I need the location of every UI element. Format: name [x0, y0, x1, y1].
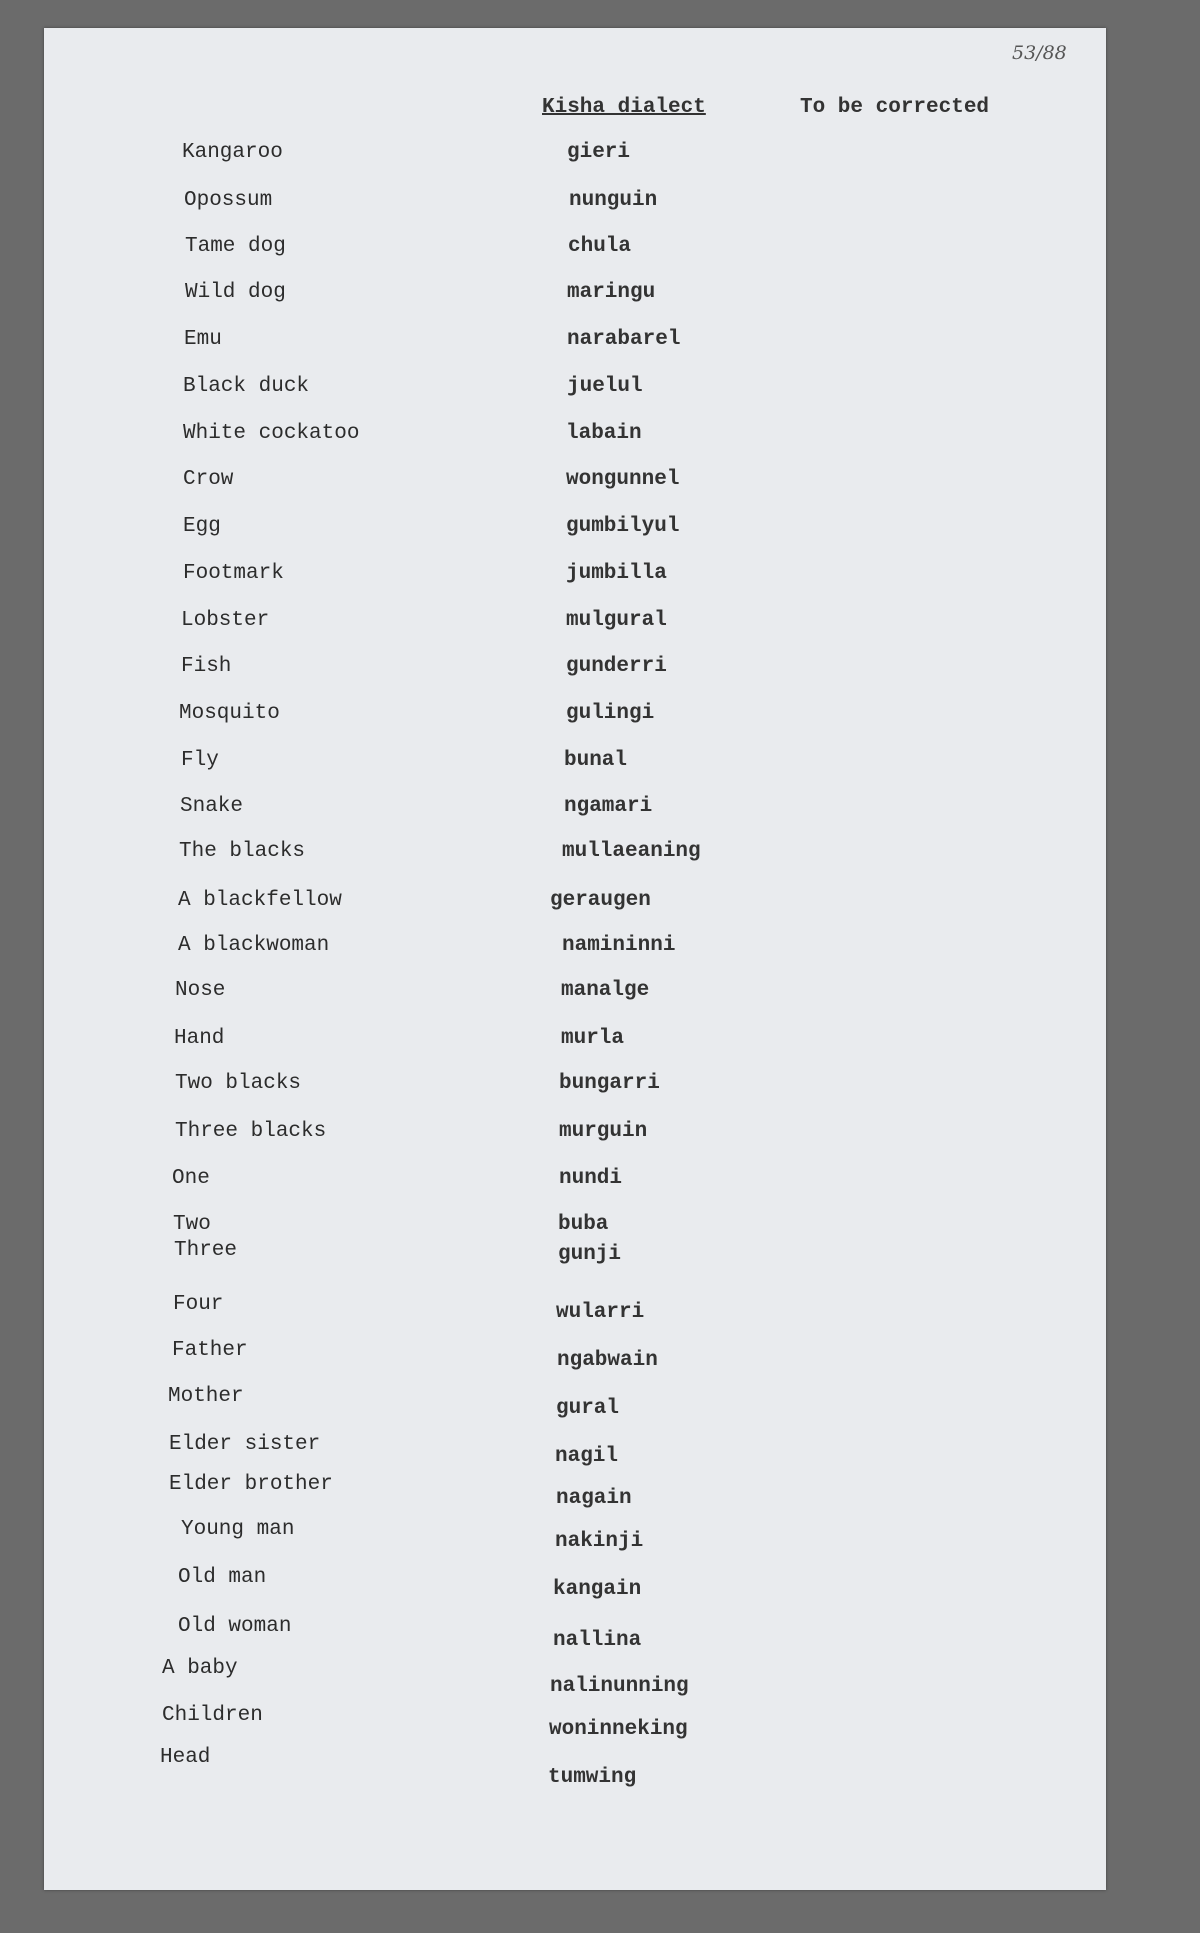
english-term: Crow [183, 468, 234, 491]
vocabulary-row [0, 1238, 1200, 1268]
vocabulary-row [0, 1565, 1200, 1601]
kisha-term: gunji [558, 1243, 622, 1266]
vocabulary-row [0, 1119, 1200, 1149]
vocabulary-row [0, 1656, 1200, 1698]
english-term: Nose [175, 979, 226, 1002]
vocabulary-row [0, 514, 1200, 544]
kisha-term: kangain [553, 1578, 642, 1601]
english-term: Two blacks [175, 1072, 302, 1095]
vocabulary-row [0, 1384, 1200, 1420]
kisha-term: wongunnel [566, 468, 680, 491]
vocabulary-row [0, 839, 1200, 869]
vocabulary-row [0, 234, 1200, 264]
english-term: Hand [174, 1027, 225, 1050]
english-term: A baby [162, 1657, 238, 1680]
kisha-term: juelul [567, 375, 643, 398]
vocabulary-row [0, 888, 1200, 918]
correction-note-heading: To be corrected [800, 96, 990, 119]
english-term: Snake [180, 795, 244, 818]
kisha-term: geraugen [550, 889, 651, 912]
english-term: Young man [181, 1518, 295, 1541]
kisha-term: gural [556, 1397, 620, 1420]
kisha-term: namininni [562, 934, 676, 957]
english-term: A blackfellow [178, 889, 342, 912]
vocabulary-row [0, 701, 1200, 731]
english-term: Elder sister [169, 1433, 321, 1456]
english-term: Old man [178, 1566, 267, 1589]
kisha-term: nakinji [555, 1530, 644, 1553]
english-term: Mother [168, 1385, 244, 1408]
english-term: Lobster [181, 609, 270, 632]
english-term: Egg [183, 515, 221, 538]
english-term: Two [173, 1213, 211, 1236]
kisha-term: narabarel [567, 328, 681, 351]
vocabulary-row [0, 1703, 1200, 1741]
english-term: Emu [184, 328, 222, 351]
kisha-term: woninneking [549, 1718, 688, 1741]
english-term: Kangaroo [182, 141, 283, 164]
kisha-term: gumbilyul [566, 515, 680, 538]
vocabulary-row [0, 280, 1200, 310]
english-term: White cockatoo [183, 422, 360, 445]
english-term: Four [173, 1293, 224, 1316]
kisha-term: gulingi [566, 702, 655, 725]
kisha-term: gunderri [566, 655, 667, 678]
vocabulary-row [0, 1071, 1200, 1101]
vocabulary-row [0, 467, 1200, 497]
vocabulary-row [0, 1026, 1200, 1056]
vocabulary-row [0, 1338, 1200, 1372]
kisha-term: bunal [564, 749, 628, 772]
english-term: Children [162, 1704, 263, 1727]
vocabulary-row [0, 1432, 1200, 1468]
kisha-term: mulgural [566, 609, 667, 632]
english-term: The blacks [179, 840, 306, 863]
english-term: Father [172, 1339, 248, 1362]
dialect-column-heading: Kisha dialect [542, 96, 706, 119]
kisha-term: nallina [553, 1629, 642, 1652]
vocabulary-row [0, 1166, 1200, 1196]
english-term: A blackwoman [178, 934, 330, 957]
kisha-term: nagain [556, 1487, 632, 1510]
vocabulary-row [0, 748, 1200, 778]
kisha-term: jumbilla [566, 562, 667, 585]
vocabulary-row [0, 140, 1200, 170]
vocabulary-row [0, 421, 1200, 451]
vocabulary-row [0, 654, 1200, 684]
page-reference: 53/88 [1012, 42, 1067, 64]
kisha-term: gieri [567, 141, 631, 164]
vocabulary-row [0, 327, 1200, 357]
kisha-term: ngabwain [557, 1349, 658, 1372]
english-term: Fly [181, 749, 219, 772]
vocabulary-row [0, 1745, 1200, 1789]
kisha-term: ngamari [564, 795, 653, 818]
vocabulary-row [0, 188, 1200, 218]
english-term: Black duck [183, 375, 310, 398]
english-term: Three [174, 1239, 238, 1262]
kisha-term: buba [558, 1213, 609, 1236]
vocabulary-row [0, 933, 1200, 963]
vocabulary-row [0, 978, 1200, 1008]
vocabulary-row [0, 608, 1200, 638]
kisha-term: maringu [567, 281, 656, 304]
kisha-term: manalge [561, 979, 650, 1002]
english-term: Three blacks [175, 1120, 327, 1143]
english-term: Tame dog [185, 235, 286, 258]
english-term: Fish [181, 655, 232, 678]
english-term: Opossum [184, 189, 273, 212]
vocabulary-row [0, 561, 1200, 591]
kisha-term: labain [566, 422, 642, 445]
kisha-term: chula [568, 235, 632, 258]
vocabulary-row [0, 374, 1200, 404]
english-term: Head [160, 1746, 211, 1769]
english-term: Elder brother [169, 1473, 333, 1496]
english-term: Mosquito [179, 702, 280, 725]
kisha-term: nalinunning [550, 1675, 689, 1698]
vocabulary-row [0, 1517, 1200, 1553]
kisha-term: nagil [555, 1445, 619, 1468]
kisha-term: nunguin [569, 189, 658, 212]
vocabulary-row [0, 1614, 1200, 1652]
kisha-term: nundi [559, 1167, 623, 1190]
kisha-term: bungarri [559, 1072, 660, 1095]
english-term: One [172, 1167, 210, 1190]
kisha-term: tumwing [548, 1766, 637, 1789]
vocabulary-row [0, 1472, 1200, 1510]
kisha-term: murla [561, 1027, 625, 1050]
kisha-term: wularri [556, 1301, 645, 1324]
kisha-term: mullaeaning [562, 840, 701, 863]
english-term: Footmark [183, 562, 284, 585]
vocabulary-row [0, 794, 1200, 824]
vocabulary-row [0, 1292, 1200, 1322]
english-term: Wild dog [185, 281, 286, 304]
english-term: Old woman [178, 1615, 292, 1638]
kisha-term: murguin [559, 1120, 648, 1143]
